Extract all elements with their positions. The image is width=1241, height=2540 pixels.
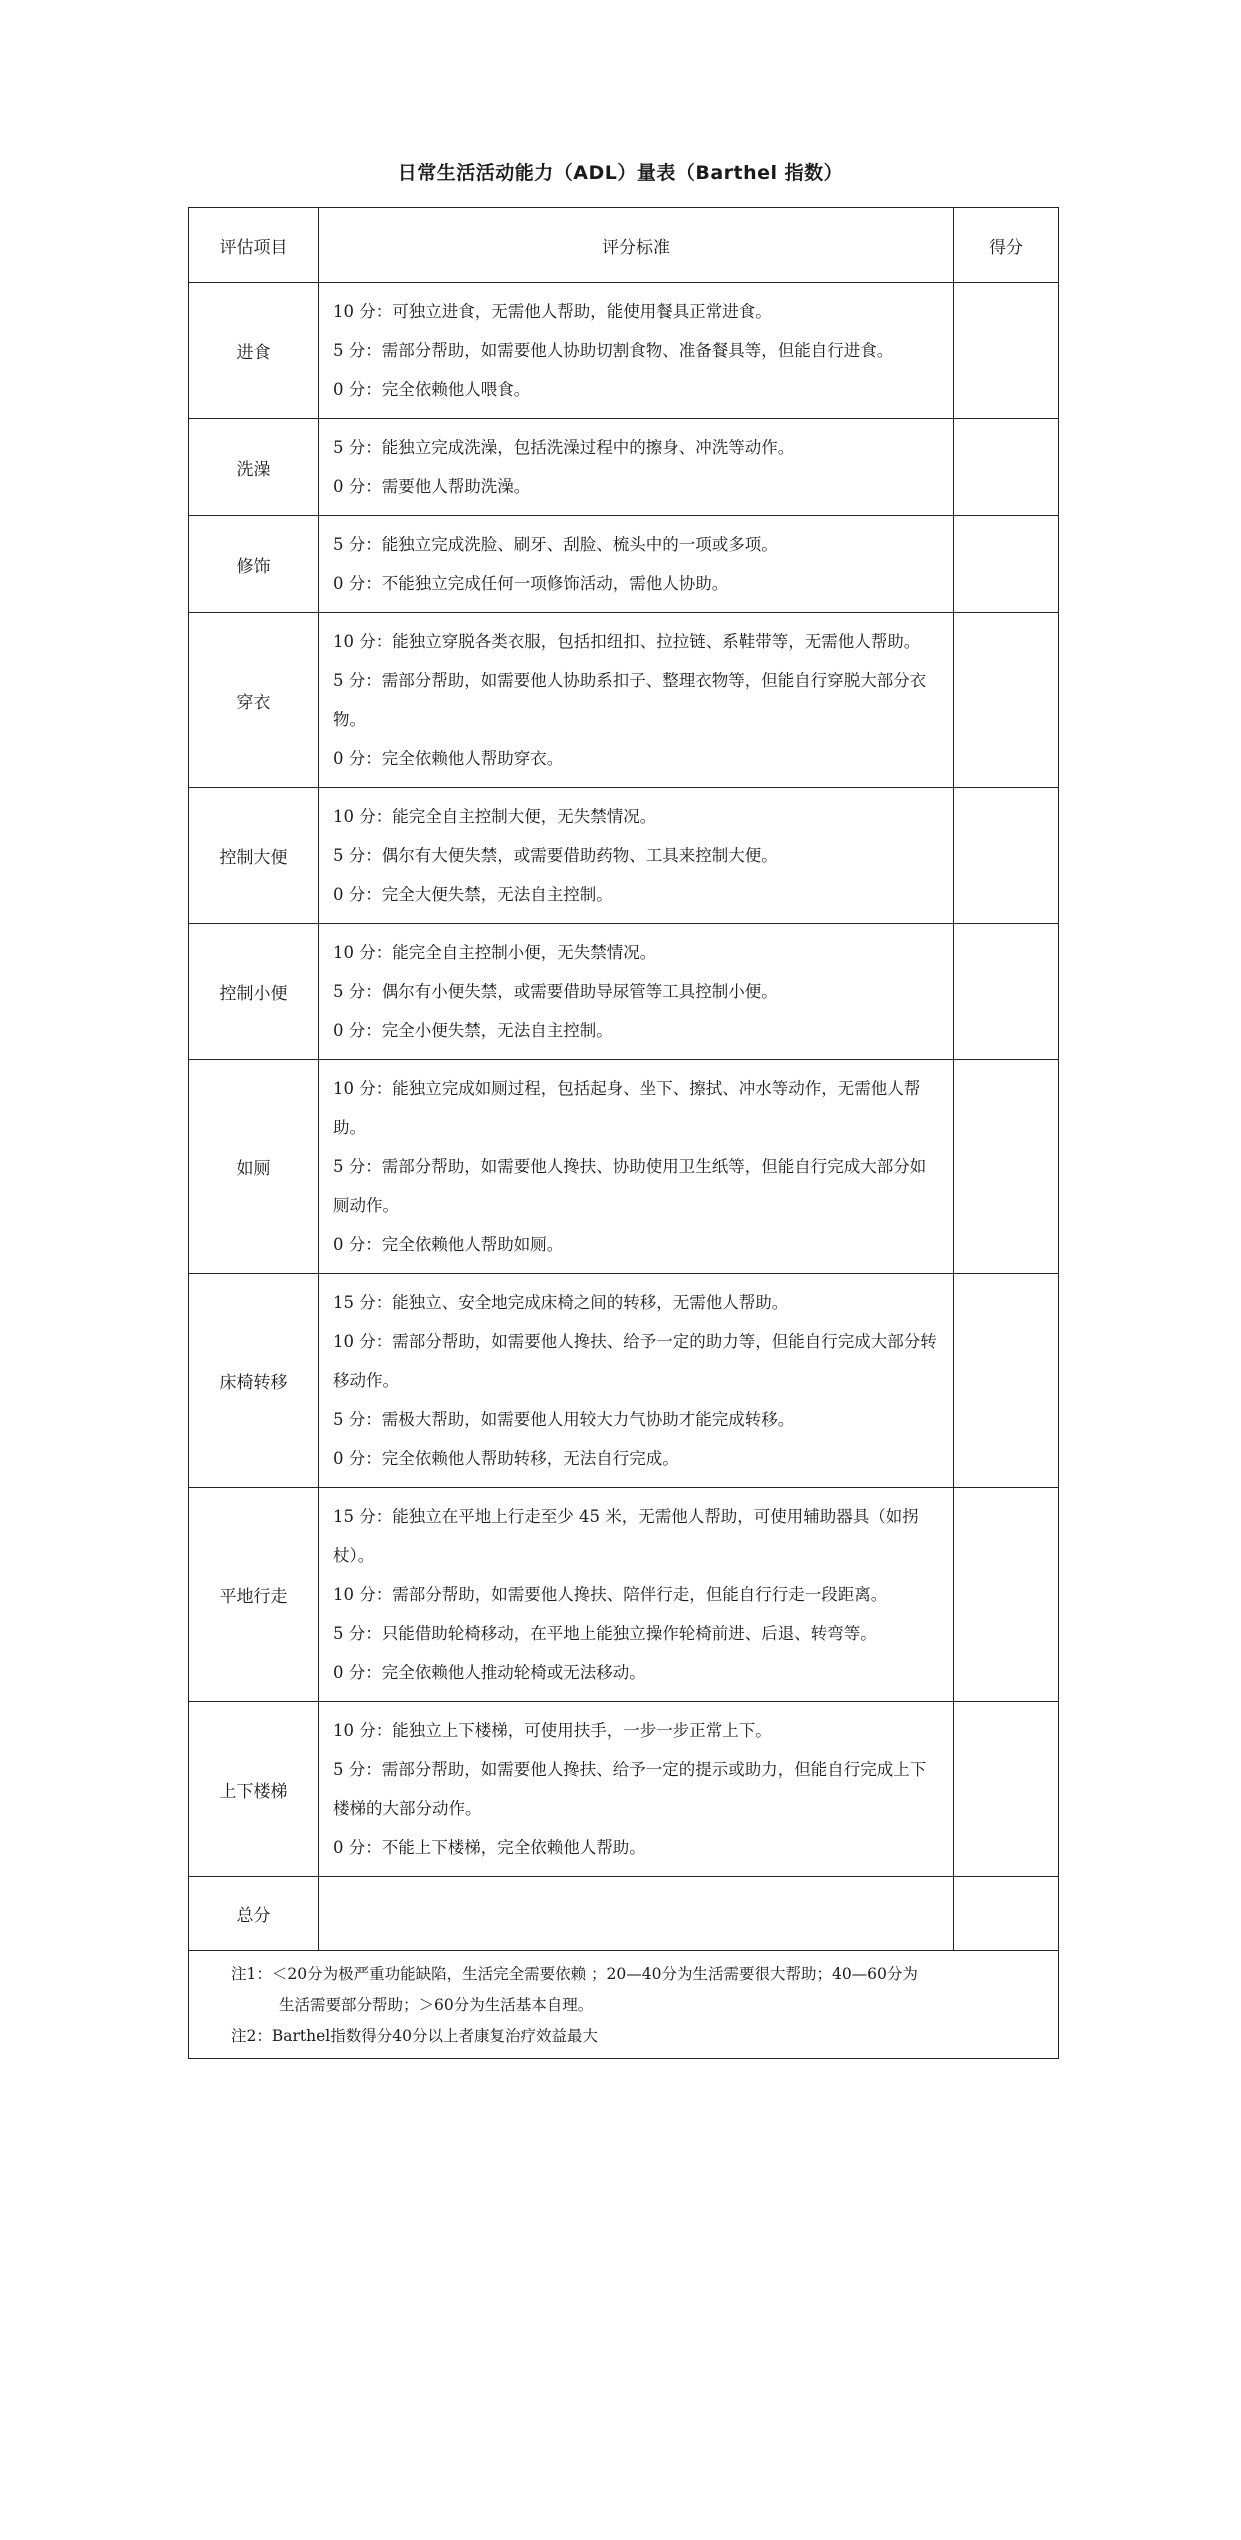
page-title: 日常生活活动能力（ADL）量表（Barthel 指数） bbox=[397, 162, 844, 184]
criteria-cell bbox=[319, 1488, 954, 1702]
total-criteria-cell[interactable] bbox=[319, 1877, 954, 1951]
score-cell[interactable] bbox=[954, 1274, 1059, 1488]
item-name: 如厕 bbox=[189, 1060, 319, 1274]
criteria-cell bbox=[319, 1274, 954, 1488]
score-cell[interactable] bbox=[954, 788, 1059, 924]
criteria-line: 0 分：不能上下楼梯，完全依赖他人帮助。 bbox=[333, 1838, 646, 1857]
table-header-row bbox=[189, 208, 1059, 283]
criteria-cell bbox=[319, 419, 954, 516]
criteria-line: 5 分：需极大帮助，如需要他人用较大力气协助才能完成转移。 bbox=[333, 1410, 795, 1429]
item-name: 控制大便 bbox=[189, 788, 319, 924]
table-row bbox=[189, 924, 1059, 1060]
criteria-line: 5 分：偶尔有大便失禁，或需要借助药物、工具来控制大便。 bbox=[333, 846, 778, 865]
item-name: 穿衣 bbox=[189, 613, 319, 788]
table-row bbox=[189, 788, 1059, 924]
criteria-line: 0 分：完全依赖他人帮助转移，无法自行完成。 bbox=[333, 1449, 679, 1468]
criteria-cell bbox=[319, 516, 954, 613]
criteria-line: 5 分：偶尔有小便失禁，或需要借助导尿管等工具控制小便。 bbox=[333, 982, 778, 1001]
table-row bbox=[189, 613, 1059, 788]
item-name: 床椅转移 bbox=[189, 1274, 319, 1488]
criteria-line: 5 分：需部分帮助，如需要他人搀扶、给予一定的提示或助力，但能自行完成上下楼梯的大部分动作。 bbox=[333, 1760, 927, 1818]
header-score: 得分 bbox=[954, 208, 1059, 283]
criteria-line: 10 分：需部分帮助，如需要他人搀扶、陪伴行走，但能自行行走一段距离。 bbox=[333, 1585, 888, 1604]
total-row bbox=[189, 1877, 1059, 1951]
criteria-line: 10 分：能独立穿脱各类衣服，包括扣纽扣、拉拉链、系鞋带等，无需他人帮助。 bbox=[333, 632, 921, 651]
notes-row bbox=[189, 1951, 1059, 2059]
criteria-line: 15 分：能独立在平地上行走至少 45 米，无需他人帮助，可使用辅助器具（如拐杖）。 bbox=[333, 1507, 919, 1565]
note-1-line-1: 注1：＜20分为极严重功能缺陷，生活完全需要依赖 ；20—40分为生活需要很大帮助；40—60分为 bbox=[231, 1965, 918, 1983]
criteria-line: 5 分：需部分帮助，如需要他人协助切割食物、准备餐具等，但能自行进食。 bbox=[333, 341, 894, 360]
table-row bbox=[189, 1702, 1059, 1877]
table-row bbox=[189, 1274, 1059, 1488]
criteria-line: 5 分：能独立完成洗脸、刷牙、刮脸、梳头中的一项或多项。 bbox=[333, 535, 778, 554]
criteria-line: 0 分：需要他人帮助洗澡。 bbox=[333, 477, 531, 496]
total-label: 总分 bbox=[189, 1877, 319, 1951]
table-row bbox=[189, 1060, 1059, 1274]
item-name: 修饰 bbox=[189, 516, 319, 613]
criteria-cell bbox=[319, 1702, 954, 1877]
criteria-line: 10 分：能独立完成如厕过程，包括起身、坐下、擦拭、冲水等动作，无需他人帮助。 bbox=[333, 1079, 921, 1137]
item-name: 洗澡 bbox=[189, 419, 319, 516]
criteria-line: 5 分：需部分帮助，如需要他人协助系扣子、整理衣物等，但能自行穿脱大部分衣物。 bbox=[333, 671, 927, 729]
header-item: 评估项目 bbox=[189, 208, 319, 283]
note-2: 注2：Barthel指数得分40分以上者康复治疗效益最大 bbox=[231, 2027, 598, 2045]
item-name: 上下楼梯 bbox=[189, 1702, 319, 1877]
score-cell[interactable] bbox=[954, 283, 1059, 419]
table-row bbox=[189, 419, 1059, 516]
total-score-cell[interactable] bbox=[954, 1877, 1059, 1951]
criteria-line: 10 分：能完全自主控制小便，无失禁情况。 bbox=[333, 943, 657, 962]
criteria-line: 15 分：能独立、安全地完成床椅之间的转移，无需他人帮助。 bbox=[333, 1293, 789, 1312]
score-cell[interactable] bbox=[954, 516, 1059, 613]
criteria-line: 5 分：只能借助轮椅移动，在平地上能独立操作轮椅前进、后退、转弯等。 bbox=[333, 1624, 877, 1643]
item-name: 控制小便 bbox=[189, 924, 319, 1060]
criteria-line: 5 分：需部分帮助，如需要他人搀扶、协助使用卫生纸等，但能自行完成大部分如厕动作。 bbox=[333, 1157, 927, 1215]
criteria-line: 0 分：完全依赖他人喂食。 bbox=[333, 380, 531, 399]
table-row bbox=[189, 1488, 1059, 1702]
item-name: 平地行走 bbox=[189, 1488, 319, 1702]
criteria-line: 10 分：需部分帮助，如需要他人搀扶、给予一定的助力等，但能自行完成大部分转移动作。 bbox=[333, 1332, 937, 1390]
criteria-line: 0 分：完全依赖他人推动轮椅或无法移动。 bbox=[333, 1663, 646, 1682]
score-cell[interactable] bbox=[954, 1488, 1059, 1702]
criteria-cell bbox=[319, 1060, 954, 1274]
criteria-cell bbox=[319, 924, 954, 1060]
criteria-line: 0 分：完全大便失禁，无法自主控制。 bbox=[333, 885, 613, 904]
criteria-line: 10 分：能完全自主控制大便，无失禁情况。 bbox=[333, 807, 657, 826]
criteria-cell bbox=[319, 788, 954, 924]
adl-table bbox=[188, 207, 1059, 2059]
criteria-cell bbox=[319, 613, 954, 788]
item-name: 进食 bbox=[189, 283, 319, 419]
criteria-cell bbox=[319, 283, 954, 419]
criteria-line: 0 分：完全小便失禁，无法自主控制。 bbox=[333, 1021, 613, 1040]
header-criteria: 评分标准 bbox=[319, 208, 954, 283]
score-cell[interactable] bbox=[954, 419, 1059, 516]
score-cell[interactable] bbox=[954, 1060, 1059, 1274]
table-row bbox=[189, 516, 1059, 613]
notes-cell bbox=[189, 1951, 1059, 2059]
table-body bbox=[189, 283, 1059, 1877]
criteria-line: 5 分：能独立完成洗澡，包括洗澡过程中的擦身、冲洗等动作。 bbox=[333, 438, 795, 457]
score-cell[interactable] bbox=[954, 1702, 1059, 1877]
score-cell[interactable] bbox=[954, 924, 1059, 1060]
table-row bbox=[189, 283, 1059, 419]
criteria-line: 0 分：完全依赖他人帮助如厕。 bbox=[333, 1235, 564, 1254]
criteria-line: 0 分：不能独立完成任何一项修饰活动，需他人协助。 bbox=[333, 574, 729, 593]
criteria-line: 0 分：完全依赖他人帮助穿衣。 bbox=[333, 749, 564, 768]
criteria-line: 10 分：能独立上下楼梯，可使用扶手，一步一步正常上下。 bbox=[333, 1721, 772, 1740]
score-cell[interactable] bbox=[954, 613, 1059, 788]
note-1-line-2: 生活需要部分帮助；＞60分为生活基本自理。 bbox=[279, 1996, 594, 2014]
criteria-line: 10 分：可独立进食，无需他人帮助，能使用餐具正常进食。 bbox=[333, 302, 772, 321]
